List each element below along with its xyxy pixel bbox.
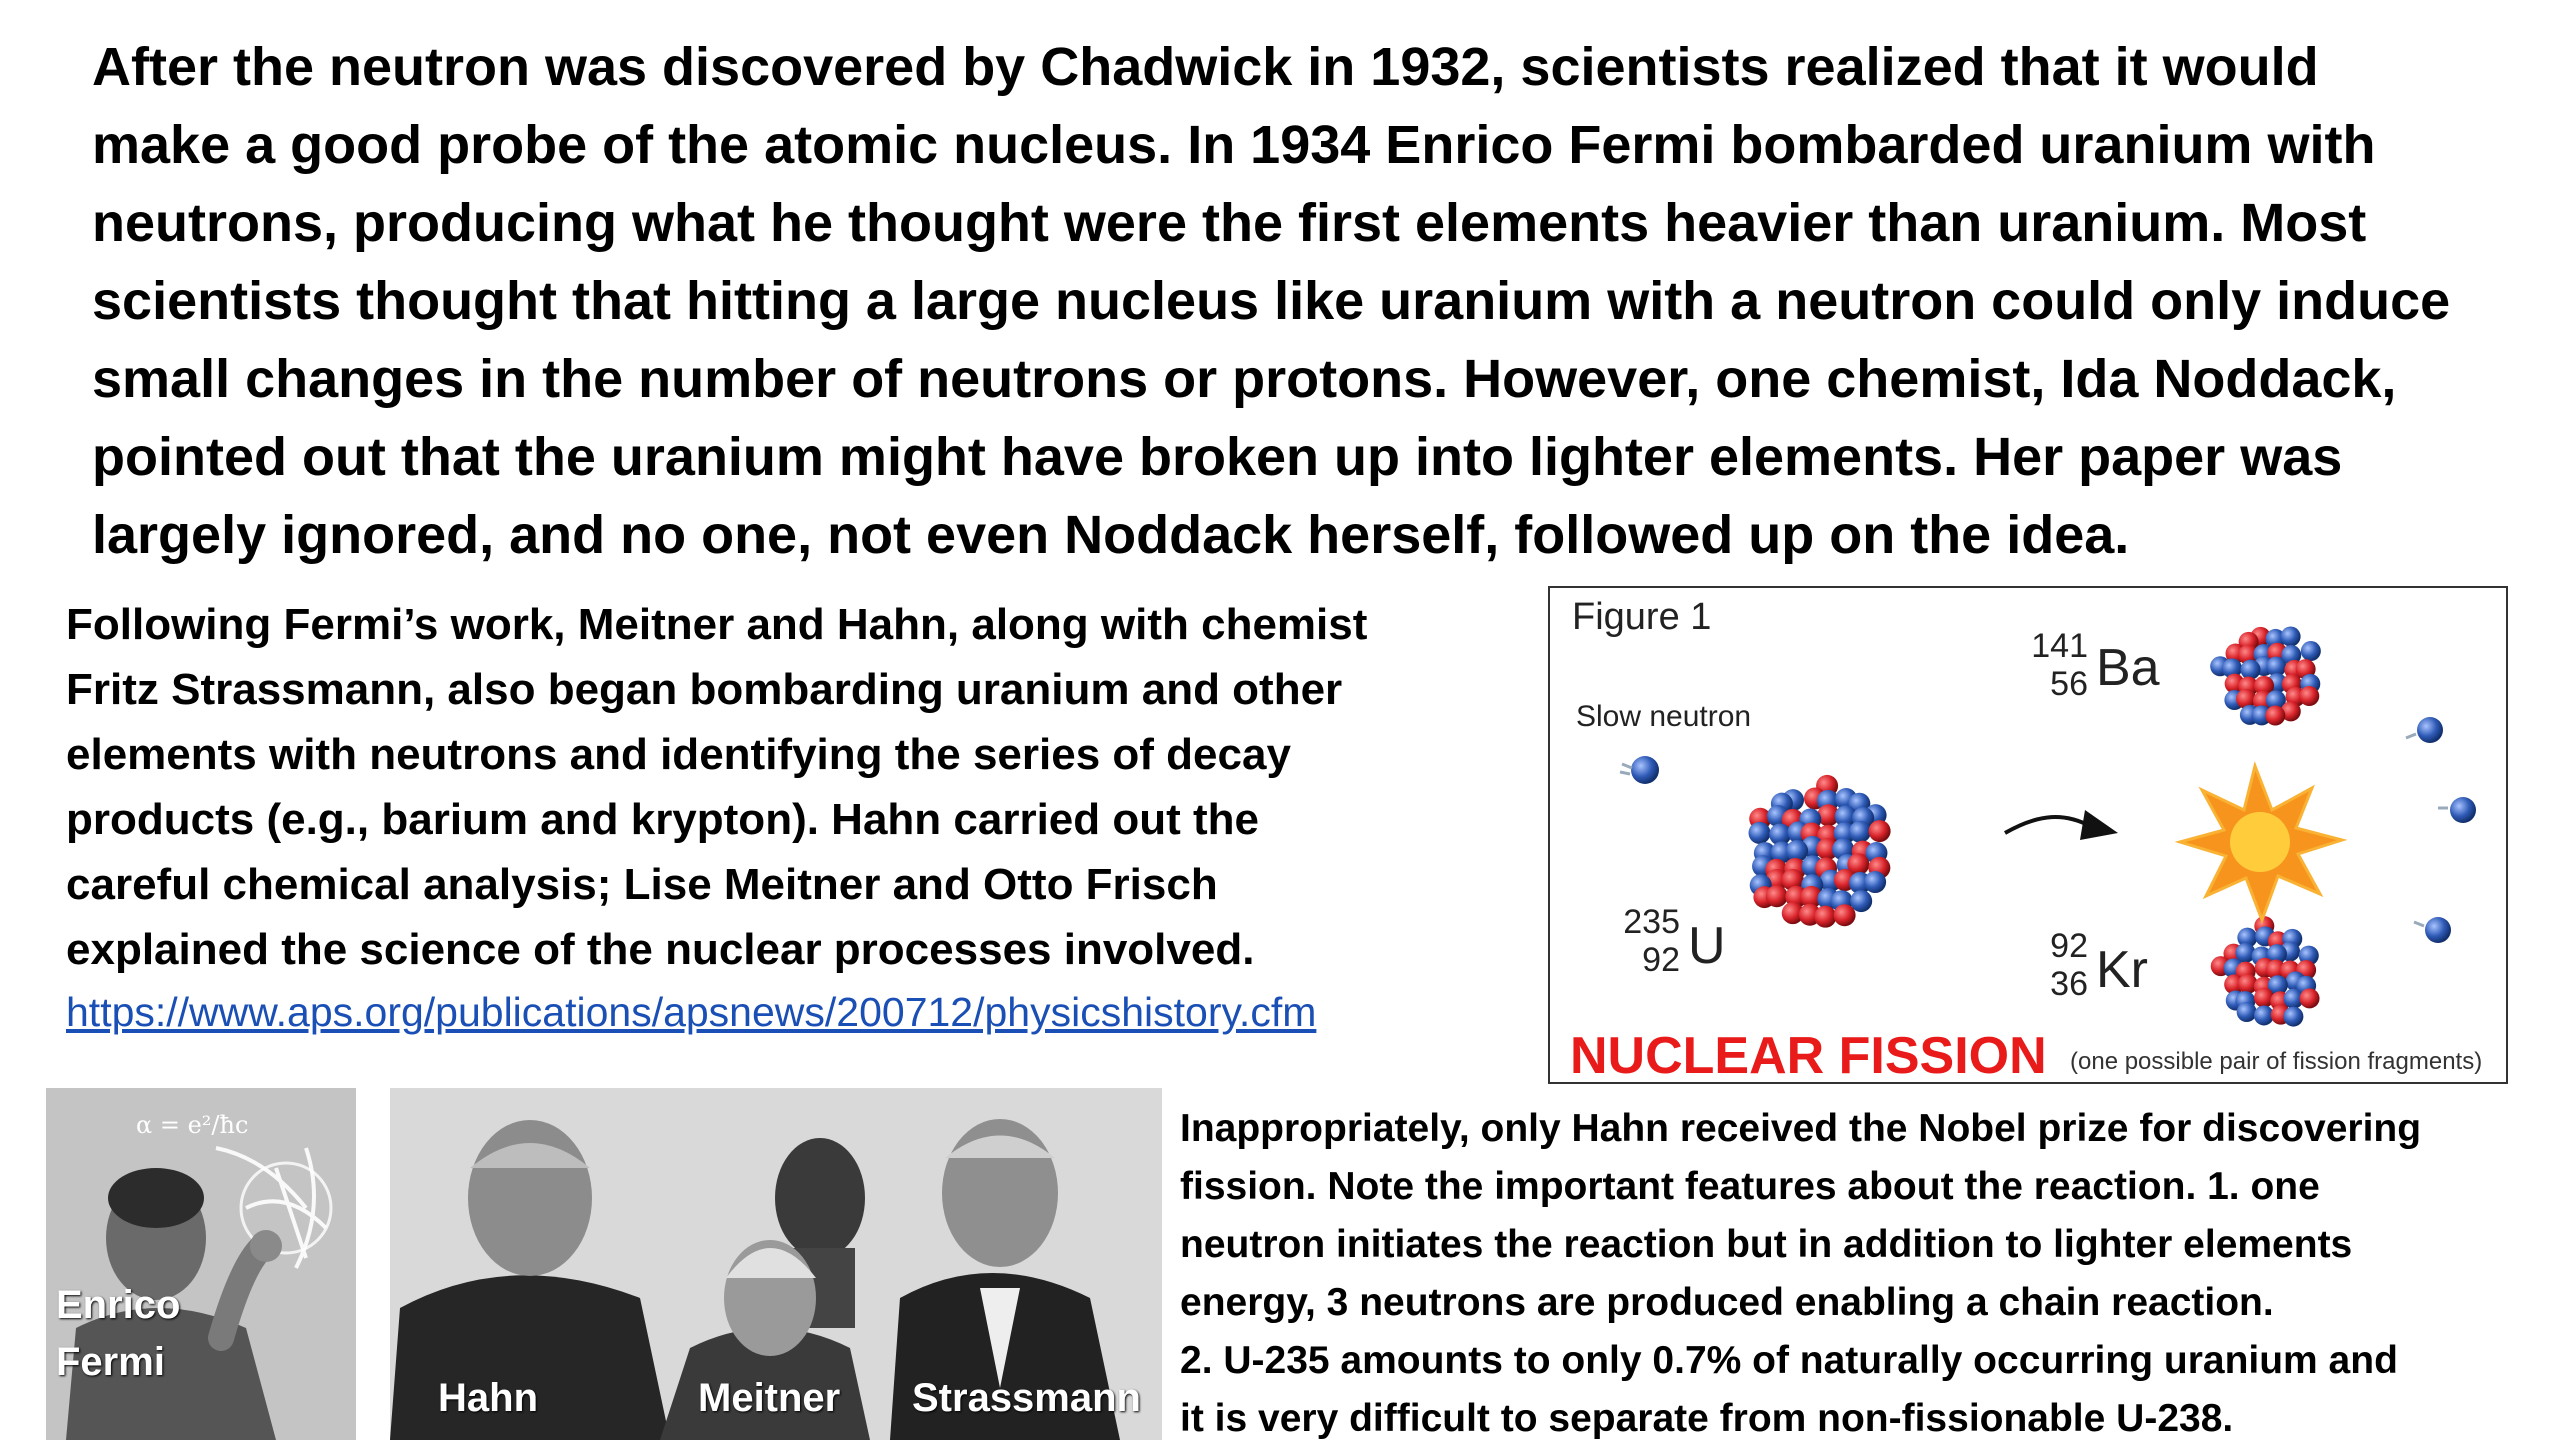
nucleon [1869, 820, 1891, 842]
barium-mass-number: 141 [2031, 627, 2088, 665]
fermi-label-first: Enrico [56, 1283, 181, 1327]
fission-figure [1548, 586, 2508, 1084]
intro-line: pointed out that the uranium might have broken up into lighter elements. Her paper was [92, 427, 2343, 487]
emitted-neutron-icon [2414, 917, 2451, 943]
nucleon [2265, 706, 2285, 726]
meitner-label: Meitner [698, 1376, 841, 1420]
uranium-mass-number: 235 [1623, 903, 1680, 941]
nucleon [1864, 871, 1886, 893]
following-line: products (e.g., barium and krypton). Hahn carried out the [66, 795, 1260, 844]
following-line: Fritz Strassmann, also began bombarding uranium and other [66, 665, 1343, 714]
fission-subtitle: (one possible pair of fission fragments) [2070, 1048, 2483, 1075]
aps-source-link[interactable]: https://www.aps.org/publications/apsnews/200712/physicshistory.cfm [66, 989, 1317, 1035]
nobel-line: neutron initiates the reaction but in addition to lighter elements [1180, 1223, 2353, 1266]
energy-burst-icon [2180, 766, 2342, 920]
intro-paragraph [92, 28, 2532, 574]
nucleon [2283, 1007, 2303, 1027]
fission-title: NUCLEAR FISSION [1570, 1027, 2047, 1085]
barium-nucleus-icon [2210, 627, 2321, 726]
intro-line: make a good probe of the atomic nucleus. In 1934 Enrico Fermi bombarded uranium with [92, 115, 2376, 175]
reaction-arrow-icon [2005, 810, 2118, 840]
nucleon [2237, 1002, 2257, 1022]
svg-text:α = e²/ħc: α = e²/ħc [136, 1111, 249, 1139]
hahn-meitner-strassmann-photo [390, 1088, 1162, 1440]
barium-symbol: Ba [2096, 639, 2160, 697]
nucleon [2281, 627, 2301, 647]
following-line: careful chemical analysis; Lise Meitner and Otto Frisch [66, 860, 1218, 909]
intro-line: neutrons, producing what he thought were the first elements heavier than uranium. Most [92, 193, 2367, 253]
krypton-mass-number: 92 [2050, 927, 2088, 965]
intro-line: largely ignored, and no one, not even Noddack herself, followed up on the idea. [92, 505, 2130, 565]
uranium-symbol: U [1688, 917, 1726, 975]
following-line: Following Fermi’s work, Meitner and Hahn, along with chemist [66, 600, 1368, 649]
nucleon [1814, 906, 1836, 928]
fermi-photo [46, 1088, 356, 1440]
hahn-label: Hahn [438, 1376, 538, 1420]
nobel-line: Inappropriately, only Hahn received the Nobel prize for discovering [1180, 1107, 2422, 1150]
fermi-label-last: Fermi [56, 1340, 165, 1384]
nobel-paragraph [1180, 1100, 2550, 1448]
nobel-line: 2. U-235 amounts to only 0.7% of naturally occurring uranium and [1180, 1339, 2398, 1382]
nucleon [1834, 904, 1856, 926]
emitted-neutron-icon [2438, 797, 2476, 823]
fermi-portrait-image [46, 1088, 356, 1440]
nucleon [1849, 821, 1871, 843]
krypton-symbol: Kr [2096, 941, 2148, 999]
nucleon [1749, 822, 1771, 844]
uranium-atomic-number: 92 [1642, 941, 1680, 979]
intro-line: After the neutron was discovered by Chadwick in 1932, scientists realized that it would [92, 37, 2319, 97]
slow-neutron-label: Slow neutron [1576, 700, 1752, 733]
following-paragraph [66, 592, 1506, 1042]
figure-caption: Figure 1 [1572, 596, 1712, 638]
intro-line: small changes in the number of neutrons or protons. However, one chemist, Ida Noddack, [92, 349, 2397, 409]
nucleon [2241, 660, 2261, 680]
slow-neutron-icon [1620, 756, 1659, 784]
following-line: elements with neutrons and identifying the series of decay [66, 730, 1291, 779]
uranium-nucleus-icon [1749, 775, 1891, 928]
barium-atomic-number: 56 [2050, 665, 2088, 703]
nobel-line: it is very difficult to separate from non-fissionable U-238. [1180, 1397, 2234, 1440]
emitted-neutron-icon [2406, 717, 2443, 743]
krypton-atomic-number: 36 [2050, 965, 2088, 1003]
intro-line: scientists thought that hitting a large nucleus like uranium with a neutron could only induce [92, 271, 2451, 331]
nobel-line: fission. Note the important features about the reaction. 1. one [1180, 1165, 2320, 1208]
nucleon [2299, 686, 2319, 706]
strassmann-label: Strassmann [912, 1376, 1141, 1420]
nucleon [1766, 885, 1788, 907]
nucleon [2300, 988, 2320, 1008]
nucleon [2301, 641, 2321, 661]
krypton-nucleus-icon [2211, 916, 2320, 1026]
following-line: explained the science of the nuclear processes involved. [66, 925, 1255, 974]
nobel-line: energy, 3 neutrons are produced enabling a chain reaction. [1180, 1281, 2274, 1324]
